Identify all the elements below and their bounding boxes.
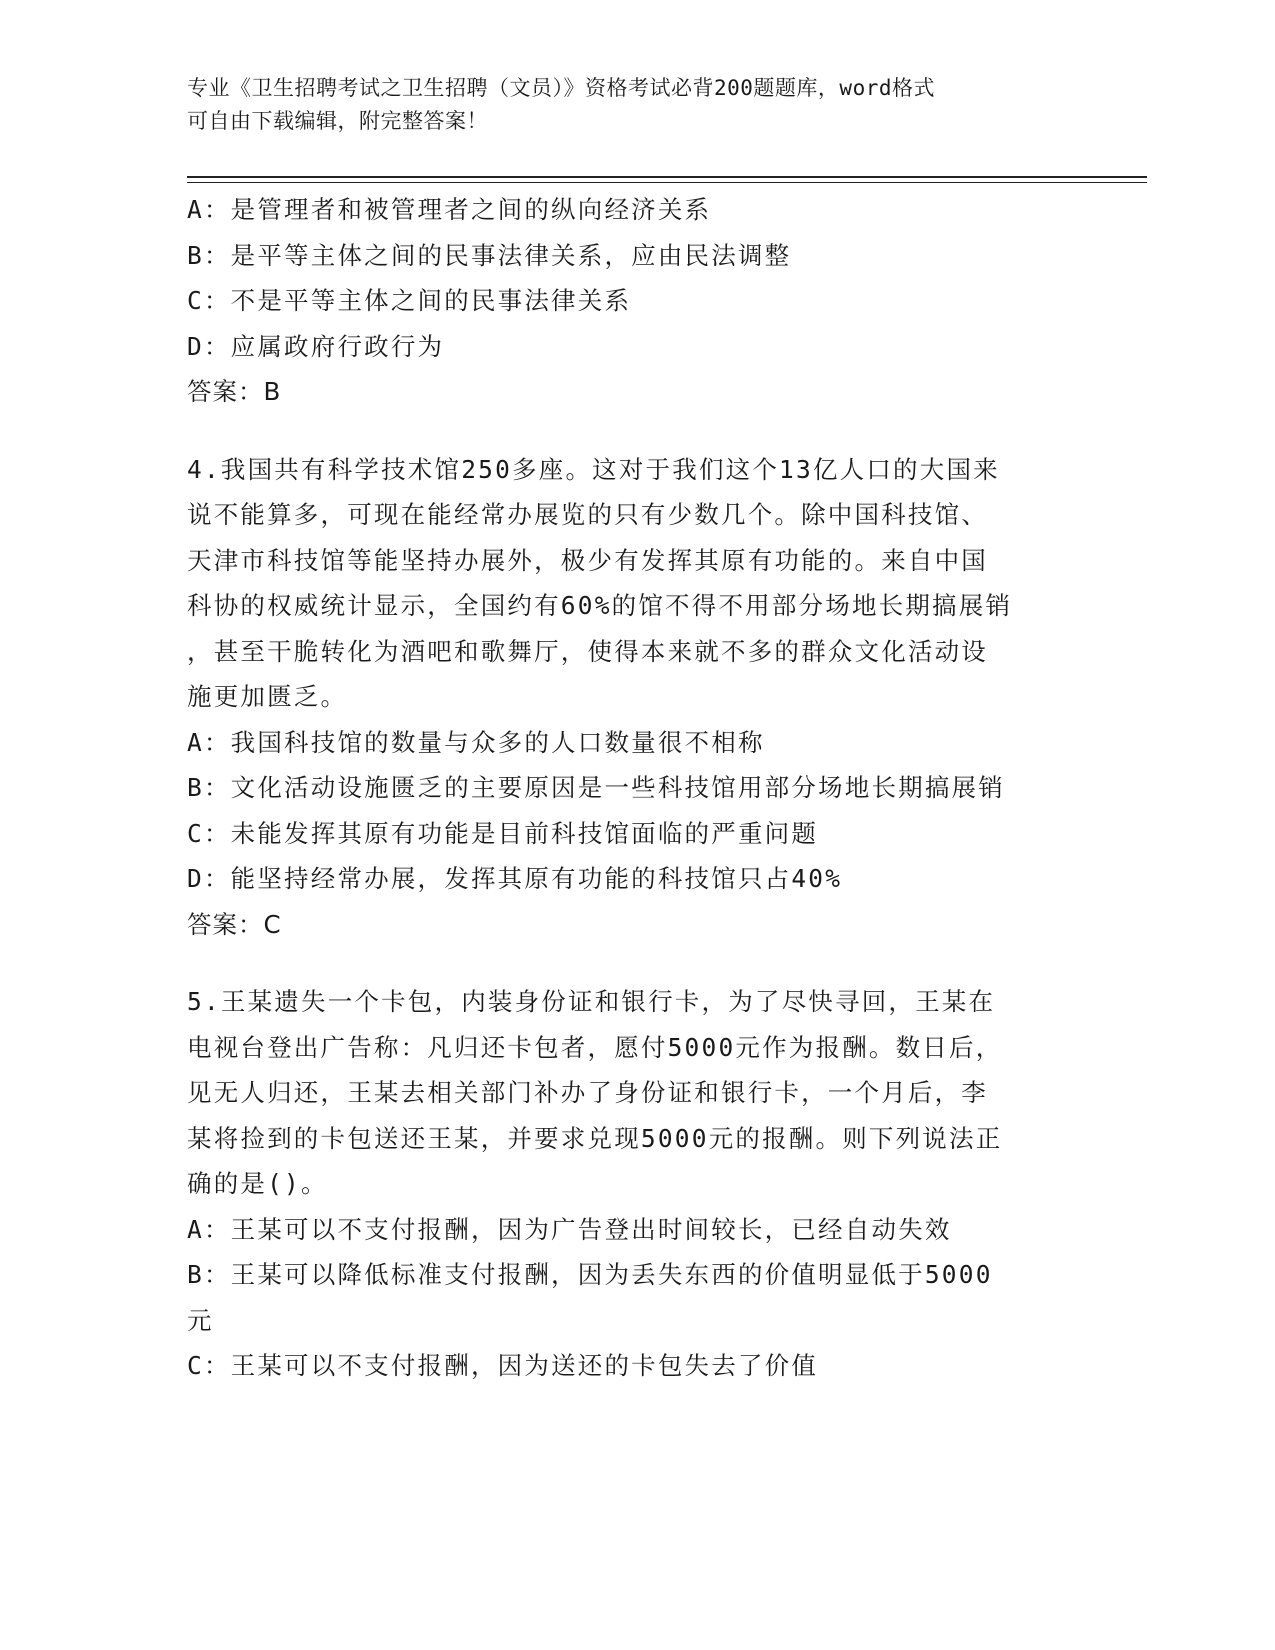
option-b-continued: 元 [187,1305,214,1335]
question-stem-line: 施更加匮乏。 [187,682,348,711]
document-header [187,72,1067,138]
option-a: A：我国科技馆的数量与众多的人口数量很不相称 [187,727,765,757]
question-stem-line: 科协的权威统计显示，全国约有60%的馆不得不用部分场地长期搞展销 [187,591,1013,620]
option-c: C：不是平等主体之间的民事法律关系 [187,286,632,315]
header-divider-thin [187,182,1147,183]
header-line-2: 可自由下载编辑，附完整答案！ [187,109,488,133]
question-stem-line: 见无人归还，王某去相关部门补办了身份证和银行卡，一个月后，李 [187,1078,988,1107]
question-stem-line: 4.我国共有科学技术馆250多座。这对于我们这个13亿人口的大国来 [187,454,1000,484]
option-c: C：未能发挥其原有功能是目前科技馆面临的严重问题 [187,818,819,848]
question-stem-line: 5.王某遗失一个卡包，内装身份证和银行卡，为了尽快寻回，王某在 [187,987,996,1016]
spacer [187,415,1077,447]
question-stem-line: 某将捡到的卡包送还王某，并要求兑现5000元的报酬。则下列说法正 [187,1123,1003,1153]
question-stem-line: 电视台登出广告称：凡归还卡包者，愿付5000元作为报酬。数日后， [187,1032,1003,1062]
header-divider-thick [187,176,1147,178]
question-4 [187,447,1077,948]
option-d: D：能坚持经常办展，发挥其原有功能的科技馆只占40% [187,864,843,893]
question-stem-line: 确的是()。 [187,1169,328,1198]
answer: 答案：B [187,377,282,406]
document-body [187,187,1077,1389]
option-c: C：王某可以不支付报酬，因为送还的卡包失去了价值 [187,1351,819,1380]
question-3 [187,187,1077,415]
option-b: B：是平等主体之间的民事法律关系，应由民法调整 [187,240,792,270]
option-b: B：王某可以降低标准支付报酬，因为丢失东西的价值明显低于5000 [187,1260,993,1289]
option-a: A：王某可以不支付报酬，因为广告登出时间较长，已经自动失效 [187,1214,952,1244]
option-b: B：文化活动设施匮乏的主要原因是一些科技馆用部分场地长期搞展销 [187,773,1005,802]
option-d: D：应属政府行政行为 [187,331,445,361]
header-line-1: 专业《卫生招聘考试之卫生招聘（文员）》资格考试必背200题题库，word格式 [187,76,935,100]
spacer [187,947,1077,979]
question-stem-line: 天津市科技馆等能坚持办展外，极少有发挥其原有功能的。来自中国 [187,545,988,575]
question-stem-line: ，甚至干脆转化为酒吧和歌舞厅，使得本来就不多的群众文化活动设 [187,636,988,666]
option-a: A：是管理者和被管理者之间的纵向经济关系 [187,195,712,224]
answer: 答案：C [187,909,282,939]
question-5 [187,979,1077,1389]
question-stem-line: 说不能算多，可现在能经常办展览的只有少数几个。除中国科技馆、 [187,500,988,529]
